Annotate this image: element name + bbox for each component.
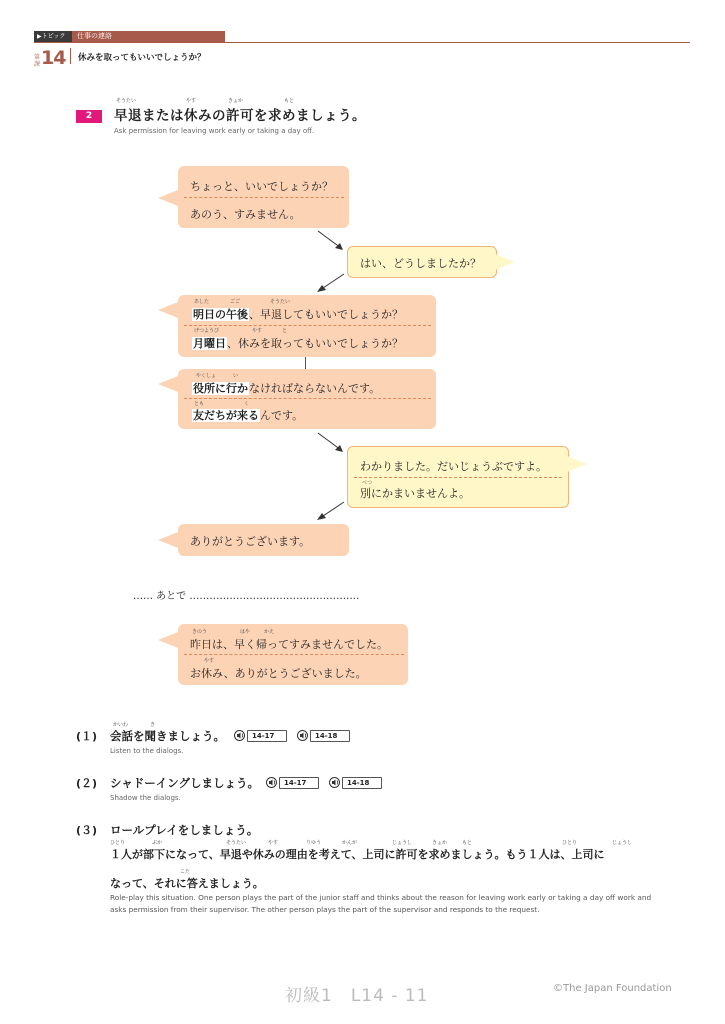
audio-track-label: 14-17 [247,730,287,742]
speech-bubble [178,295,436,357]
header-divider [34,42,690,43]
arrow-icon [315,430,345,454]
dialog-line: 昨日は、早く帰ってすみませんでした。 [190,638,388,651]
arrow-icon [314,272,348,294]
ruby: げつようび [194,328,220,334]
ruby: い [233,373,239,379]
speech-bubble [347,446,569,508]
ruby: そうたい [226,840,247,846]
audio-track[interactable] [266,777,319,788]
ruby: もと [462,840,473,846]
audio-track[interactable] [297,730,350,741]
substitution-phrase: 友だちが来る [193,409,259,422]
ruby: やす [186,98,197,104]
exercise-instruction: １人が部下になって、早退や休みの理由を考えて、上司に許可を求めましょう。もう１人は、上司に [110,848,605,861]
dashed-divider [184,197,344,198]
speaker-icon [234,730,246,741]
ruby: じょうし [612,840,633,846]
ruby: ひとり [562,840,578,846]
dialog-line: わかりました。だいじょうぶですよ。 [360,460,547,473]
task-title: 早退または休みの許可を求めましょう。 [114,108,366,124]
dialog-line [192,306,403,322]
ruby: とも [194,401,205,407]
dialog-line [192,335,403,351]
ruby: はや [240,629,251,635]
audio-track[interactable] [234,730,287,741]
dialog-line: 別にかまいませんよ。 [360,487,470,500]
topic-tag: ▶トピック [34,31,72,42]
dialog-line [192,407,303,423]
exercise-number: (３) [76,824,98,837]
ruby: きのう [192,629,208,635]
ruby: きょか [432,840,448,846]
page-number: 初級1 L14 - 11 [285,986,429,1006]
later-divider: …… あとで …………………………………………… [133,591,360,602]
dialog-line: お休み、ありがとうございました。 [190,667,367,680]
dialog-line: ありがとうございます。 [190,535,311,548]
ruby: く [244,401,250,407]
exercise-number: (２) [76,777,98,790]
speech-bubble [178,369,436,429]
substitution-phrase: 月曜日 [193,337,226,350]
ruby: と [282,328,288,334]
ruby: りゆう [306,840,322,846]
ruby: こた [180,869,191,875]
speaker-icon [266,777,278,788]
bubble-tail [158,532,178,548]
audio-track[interactable] [329,777,382,788]
copyright: ©The Japan Foundation [553,983,672,994]
ruby: きょか [228,98,244,104]
bubble-tail [495,254,515,270]
task-subtitle: Ask permission for leaving work early or taking a day off. [114,127,315,135]
exercise-title: 会話を聞きましょう。 [110,729,225,743]
dialog-line [192,380,380,396]
dialog-line: あのう、すみません。 [190,208,301,221]
dashed-divider [184,325,431,326]
ruby: やくしょ [196,373,217,379]
speech-bubble [178,524,349,556]
speech-bubble [178,166,349,228]
lesson-number [34,46,65,68]
connector-line [305,357,306,369]
speech-bubble [178,624,408,685]
dashed-divider [184,398,431,399]
ruby: ぶか [152,840,163,846]
exercise-subtitle: Listen to the dialogs. [110,747,184,755]
exercise-subtitle: Shadow the dialogs. [110,794,181,802]
ruby: やす [204,658,215,664]
dialog-text: なければならないんです。 [249,382,381,395]
bubble-tail [567,456,587,472]
dialog-text: んです。 [260,409,304,422]
ruby: かいわ [113,722,129,728]
bubble-tail [158,632,178,648]
topic-name: 仕事の連絡 [72,31,225,42]
lesson-prefix: 第 [34,54,41,61]
speaker-icon [297,730,309,741]
ruby: やす [268,840,279,846]
exercise-subtitle: Role-play this situation. One person plays the part of the junior staff and thinks about the reason for leaving work early or taking a day off work and asks permission from their supervisor. The other person plays the part of the supervisor and responds to the request. [110,893,652,914]
audio-track-label: 14-17 [279,777,319,789]
dialog-line: はい、どうしましたか？ [360,257,481,270]
substitution-phrase: 役所に行か [193,382,248,395]
lesson-number-value: 14 [41,47,66,69]
exercise-title: シャドーイングしましょう。 [110,776,260,790]
dialog-line: ちょっと、いいでしょうか？ [190,180,333,193]
ruby: じょうし [392,840,413,846]
lesson-separator [70,48,71,64]
ruby: ひとり [110,840,126,846]
bubble-tail [158,302,178,318]
ruby: そうたい [116,98,137,104]
dashed-divider [184,654,404,655]
task-number: 2 [76,110,102,123]
substitution-phrase: 明日の午後 [193,308,248,321]
dialog-text: 、早退してもいいでしょうか？ [249,308,403,321]
exercise-instruction: なって、それに答えましょう。 [110,877,264,890]
ruby: やす [252,328,263,334]
ruby: もと [284,98,295,104]
audio-track-label: 14-18 [310,730,350,742]
bubble-tail [158,376,178,392]
ruby: き [150,722,156,728]
arrow-icon [315,228,345,252]
audio-track-label: 14-18 [342,777,382,789]
lesson-title: 休みを取ってもいいでしょうか？ [78,53,206,63]
arrow-icon [314,500,348,522]
ruby: かんが [342,840,358,846]
lesson-suffix: 課 [34,61,41,68]
bubble-tail [158,190,178,206]
dashed-divider [354,477,562,478]
ruby: かえ [264,629,275,635]
speech-bubble [347,246,497,278]
exercise-title: ロールプレイをしましょう。 [110,823,259,837]
ruby: ごご [230,299,241,305]
ruby: あした [194,299,210,305]
exercise-number: (１) [76,730,98,743]
ruby: そうたい [270,299,291,305]
speaker-icon [329,777,341,788]
dialog-text: 、休みを取ってもいいでしょうか？ [227,337,403,350]
ruby: べつ [362,480,373,486]
